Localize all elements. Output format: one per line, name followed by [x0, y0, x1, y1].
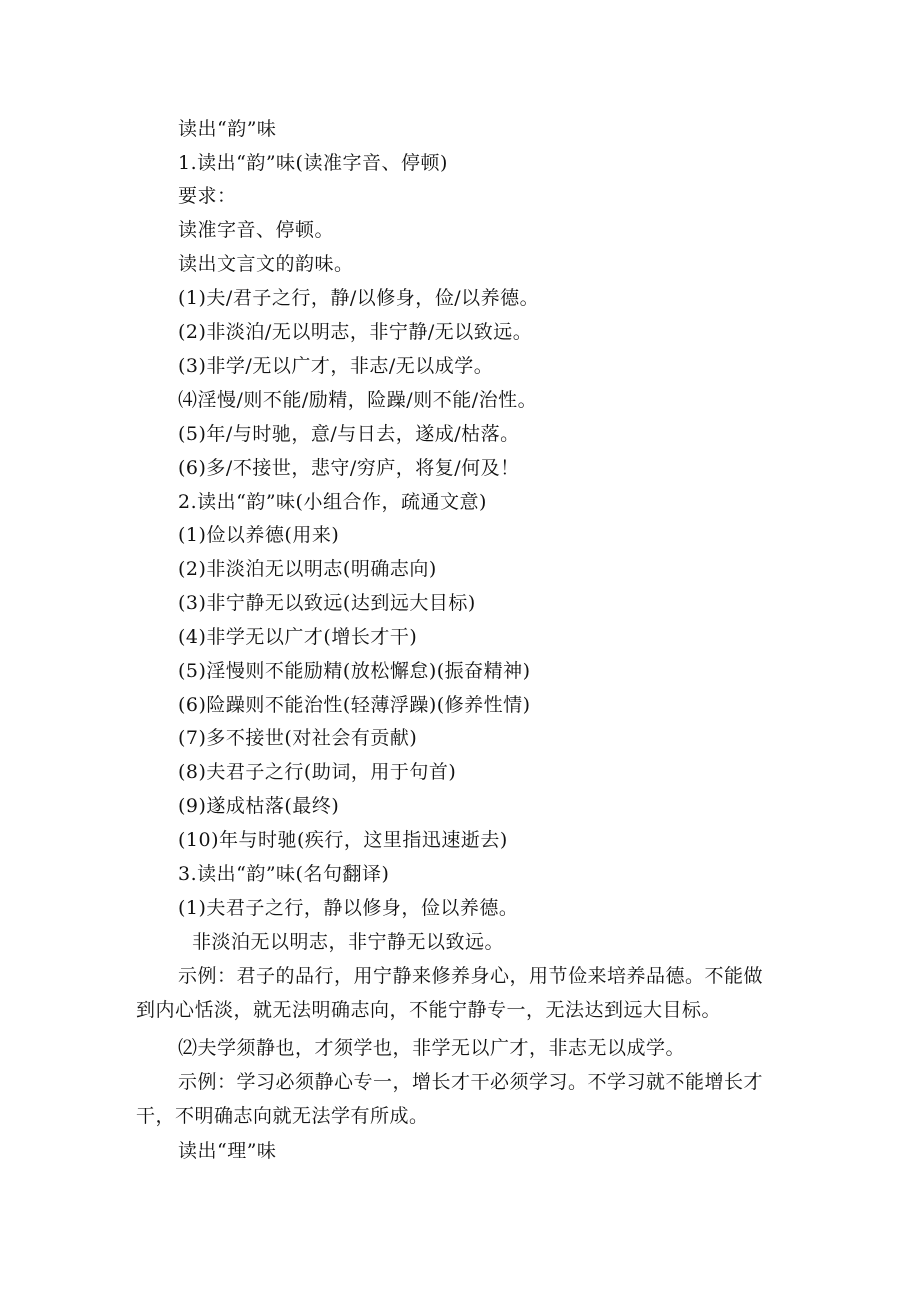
example-paragraph-line: 示例：学习必须静心专一，增长才干必须学习。不学习就不能增长才	[178, 1071, 764, 1093]
list-item: (1)夫/君子之行，静/以修身，俭/以养德。	[178, 287, 540, 309]
subheading: 1.读出“韵”味(读准字音、停顿)	[178, 152, 448, 174]
list-item: (8)夫君子之行(助词，用于句首)	[178, 761, 457, 783]
text-line: 要求：	[178, 185, 237, 207]
example-paragraph-line: 干，不明确志向就无法学有所成。	[136, 1105, 429, 1127]
text-line: 读准字音、停顿。	[178, 219, 335, 241]
list-item: (1)夫君子之行，静以修身，俭以养德。	[178, 897, 519, 919]
section-heading: 读出“韵”味	[178, 118, 277, 140]
list-item: (5)淫慢则不能励精(放松懈怠)(振奋精神)	[178, 660, 531, 682]
list-item: (10)年与时驰(疾行，这里指迅速逝去)	[178, 829, 508, 851]
example-paragraph-line: 到内心恬淡，就无法明确志向，不能宁静专一，无法达到远大目标。	[136, 999, 722, 1021]
list-item: (2)非淡泊/无以明志，非宁静/无以致远。	[178, 321, 533, 343]
list-item: ⑷淫慢/则不能/励精，险躁/则不能/治性。	[178, 389, 538, 411]
list-item: (5)年/与时驰，意/与日去，遂成/枯落。	[178, 423, 520, 445]
text-line: 读出文言文的韵味。	[178, 253, 354, 275]
list-item: (9)遂成枯落(最终)	[178, 795, 340, 817]
subheading: 2.读出“韵”味(小组合作，疏通文意)	[178, 491, 487, 513]
example-paragraph-line: 示例：君子的品行，用宁静来修养身心，用节俭来培养品德。不能做	[178, 965, 764, 987]
subheading: 3.读出“韵”味(名句翻译)	[178, 863, 390, 885]
section-heading: 读出“理”味	[178, 1140, 277, 1162]
list-item: (6)险躁则不能治性(轻薄浮躁)(修养性情)	[178, 694, 531, 716]
list-item: (7)多不接世(对社会有贡献)	[178, 727, 418, 749]
list-item: ⑵夫学须静也，才须学也，非学无以广才，非志无以成学。	[178, 1037, 686, 1059]
list-item: (3)非学/无以广才，非志/无以成学。	[178, 355, 494, 377]
list-item: (2)非淡泊无以明志(明确志向)	[178, 558, 437, 580]
list-item: (3)非宁静无以致远(达到远大目标)	[178, 592, 476, 614]
text-line: 非淡泊无以明志，非宁静无以致远。	[192, 931, 505, 953]
list-item: (4)非学无以广才(增长才干)	[178, 626, 418, 648]
list-item: (6)多/不接世，悲守/穷庐，将复/何及！	[178, 457, 520, 479]
list-item: (1)俭以养德(用来)	[178, 524, 340, 546]
